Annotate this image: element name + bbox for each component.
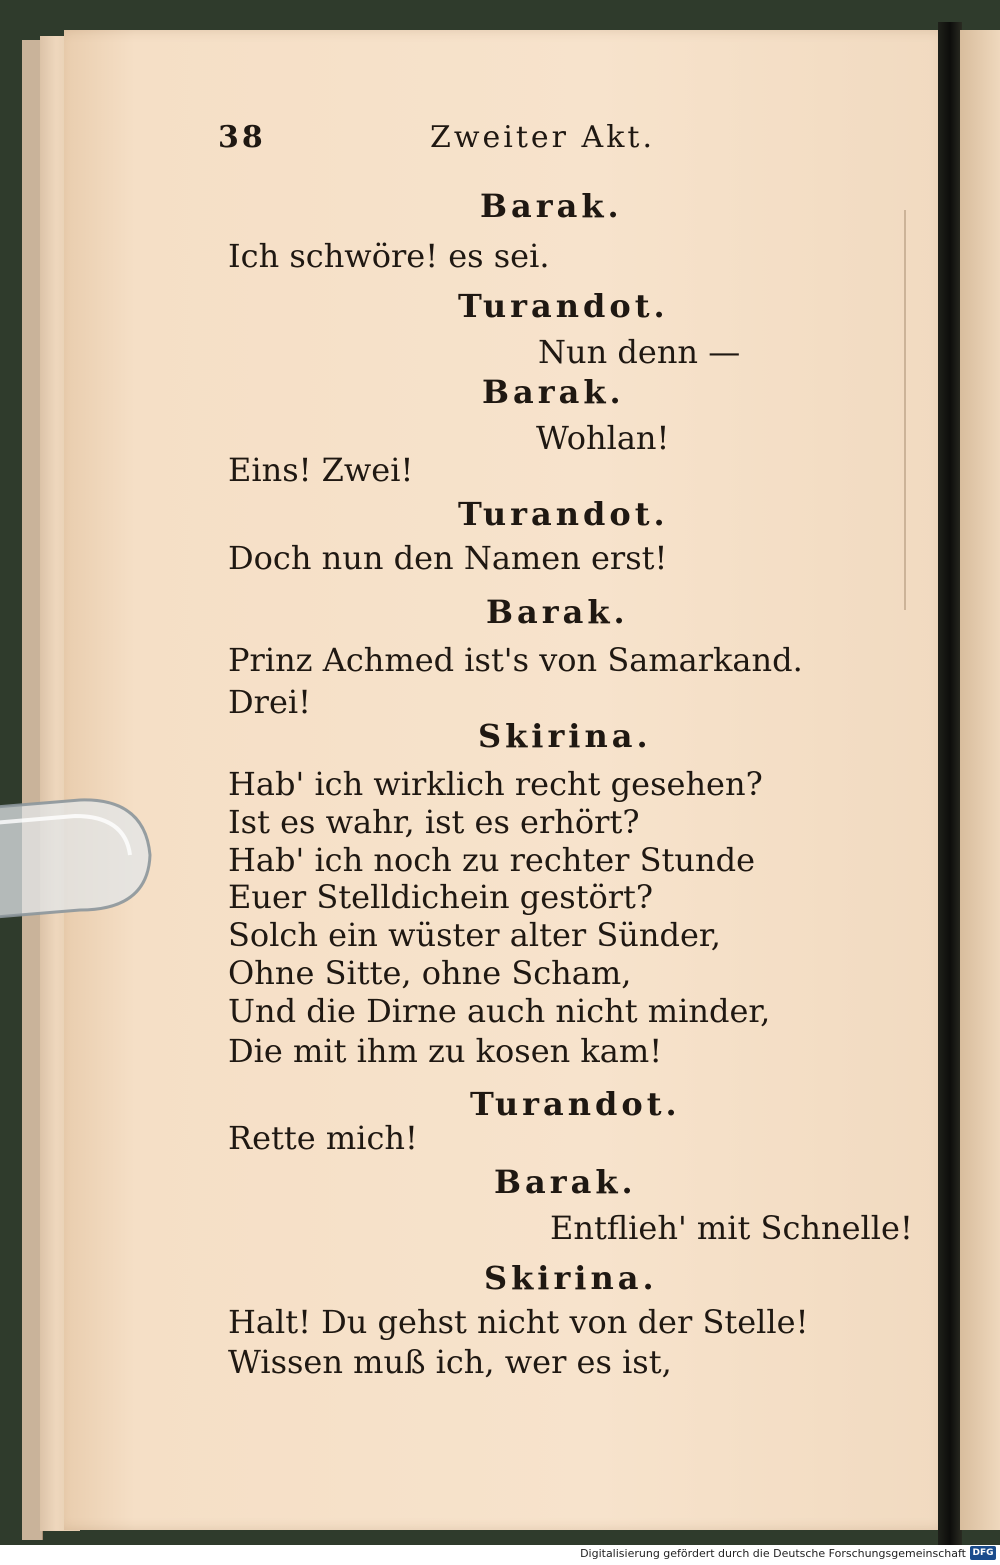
- verse-line: Doch nun den Namen erst!: [228, 539, 668, 577]
- running-title: Zweiter Akt.: [430, 120, 655, 155]
- speaker-name: Turandot.: [458, 287, 669, 325]
- verse-line: Nun denn —: [538, 333, 741, 371]
- page-number: 38: [218, 120, 266, 155]
- verse-line: Entflieh' mit Schnelle!: [550, 1209, 913, 1247]
- speaker-name: Skirina.: [484, 1259, 658, 1297]
- speaker-name: Turandot.: [470, 1085, 681, 1123]
- verse-line: Wissen muß ich, wer es ist,: [228, 1343, 672, 1381]
- digitization-credit: Digitalisierung gefördert durch die Deutsche Forschungsgemeinschaft: [580, 1547, 966, 1560]
- verse-line: Eins! Zwei!: [228, 451, 414, 489]
- facing-page-edge: [960, 30, 1000, 1530]
- speaker-name: Skirina.: [478, 717, 652, 755]
- dfg-logo: DFG: [970, 1546, 996, 1560]
- speaker-name: Barak.: [480, 187, 623, 225]
- bleed-through-mark: [904, 210, 920, 610]
- speaker-name: Barak.: [482, 373, 625, 411]
- verse-line: Hab' ich noch zu rechter Stunde: [228, 841, 756, 879]
- verse-line: Wohlan!: [536, 419, 670, 457]
- plastic-clip: [0, 770, 170, 940]
- speaker-name: Barak.: [486, 593, 629, 631]
- verse-line: Ohne Sitte, ohne Scham,: [228, 954, 632, 992]
- verse-line: Die mit ihm zu kosen kam!: [228, 1032, 663, 1070]
- verse-line: Euer Stelldichein gestört?: [228, 878, 654, 916]
- verse-line: Solch ein wüster alter Sünder,: [228, 916, 721, 954]
- verse-line: Ich schwöre! es sei.: [228, 237, 550, 275]
- speaker-name: Barak.: [494, 1163, 637, 1201]
- verse-line: Ist es wahr, ist es erhört?: [228, 803, 640, 841]
- verse-line: Hab' ich wirklich recht gesehen?: [228, 765, 763, 803]
- verse-line: Drei!: [228, 683, 311, 721]
- speaker-name: Turandot.: [458, 495, 669, 533]
- gutter-shadow: [938, 22, 962, 1547]
- verse-line: Prinz Achmed ist's von Samarkand.: [228, 641, 803, 679]
- verse-line: Halt! Du gehst nicht von der Stelle!: [228, 1303, 809, 1341]
- verse-line: Rette mich!: [228, 1119, 418, 1157]
- verse-line: Und die Dirne auch nicht minder,: [228, 992, 771, 1030]
